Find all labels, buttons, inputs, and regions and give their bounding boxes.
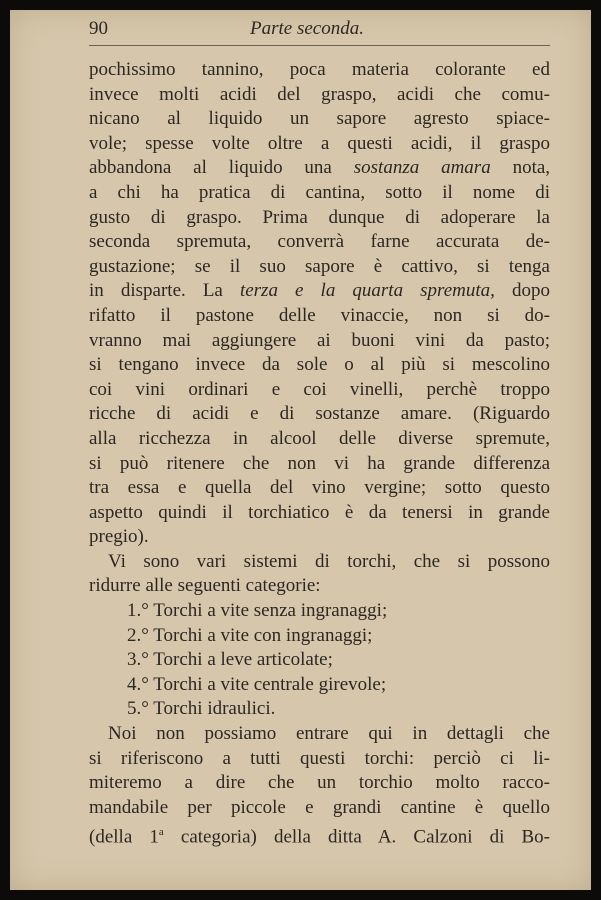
text-line: coi vini ordinari e coi vinelli, perchè troppo bbox=[89, 378, 550, 400]
italic-term: sostanza amara bbox=[353, 157, 491, 179]
text-line bbox=[89, 279, 550, 304]
text-line: ridurre alle seguenti categorie: bbox=[89, 575, 321, 597]
text-line: si riferiscono a tutti questi torchi: perciò ci li- bbox=[89, 747, 550, 769]
text-line bbox=[89, 156, 550, 181]
text-line: nicano al liquido un sapore agresto spiace- bbox=[89, 108, 550, 130]
text-line: rifatto il pastone delle vinaccie, non si do- bbox=[89, 304, 550, 326]
book-page bbox=[10, 10, 591, 890]
text-line bbox=[89, 820, 551, 848]
text-line: pochissimo tannino, poca materia colorante ed bbox=[89, 59, 550, 80]
text-line: gusto di graspo. Prima dunque di adoperare la bbox=[89, 206, 550, 228]
text-line: vole; spesse volte oltre a questi acidi, il graspo bbox=[89, 132, 550, 154]
italic-term: terza e la quarta spremuta, bbox=[239, 280, 495, 302]
text-line: si può ritenere che non vi ha grande differenza bbox=[89, 452, 550, 474]
text-line: aspetto quindi il torchiatico è da tenersi in grande bbox=[89, 501, 550, 523]
text-line: vranno mai aggiungere ai buoni vini da pasto; bbox=[89, 329, 550, 351]
list-item: 2.° Torchi a vite con ingranaggi; bbox=[127, 624, 373, 646]
text-line: gustazione; se il suo sapore è cattivo, si tenga bbox=[89, 255, 550, 277]
header-rule bbox=[89, 45, 550, 46]
text-line: pregio). bbox=[89, 526, 149, 548]
list-item: 3.° Torchi a leve articolate; bbox=[127, 649, 333, 671]
text-segment: nota, bbox=[512, 157, 551, 179]
text-segment: (della 1 bbox=[89, 826, 159, 848]
text-line: invece molti acidi del graspo, acidi che comu- bbox=[89, 83, 550, 105]
text-line: a chi ha pratica di cantina, sotto il nome di bbox=[89, 181, 550, 203]
page-number: 90 bbox=[89, 18, 108, 39]
text-line: ricche di acidi e di sostanze amare. (Riguardo bbox=[89, 403, 550, 425]
running-title: Parte seconda. bbox=[250, 18, 364, 39]
text-line: Vi sono vari sistemi di torchi, che si possono bbox=[108, 550, 550, 572]
text-segment: abbandona al liquido una bbox=[89, 157, 332, 179]
text-line: seconda spremuta, converrà farne accurata de- bbox=[89, 231, 550, 253]
page-header bbox=[10, 10, 591, 50]
text-line: Noi non possiamo entrare qui in dettagli che bbox=[108, 723, 550, 745]
list-item: 4.° Torchi a vite centrale girevole; bbox=[127, 673, 387, 695]
list-item: 1.° Torchi a vite senza ingranaggi; bbox=[127, 600, 388, 622]
list-item: 5.° Torchi idraulici. bbox=[127, 698, 276, 720]
text-line: miteremo a dire che un torchio molto racco- bbox=[89, 772, 550, 794]
text-line: tra essa e quella del vino vergine; sotto questo bbox=[89, 477, 550, 499]
text-segment: dopo bbox=[512, 280, 550, 302]
text-line: alla ricchezza in alcool delle diverse spremute, bbox=[89, 427, 550, 449]
text-segment: in disparte. La bbox=[89, 280, 223, 302]
text-segment: categoria) della ditta A. Calzoni di Bo- bbox=[180, 826, 551, 848]
text-line: mandabile per piccole e grandi cantine è quello bbox=[89, 796, 550, 818]
superscript: a bbox=[158, 826, 164, 839]
body-text bbox=[89, 58, 551, 848]
text-line: si tengano invece da sole o al più si mescolino bbox=[89, 354, 550, 376]
